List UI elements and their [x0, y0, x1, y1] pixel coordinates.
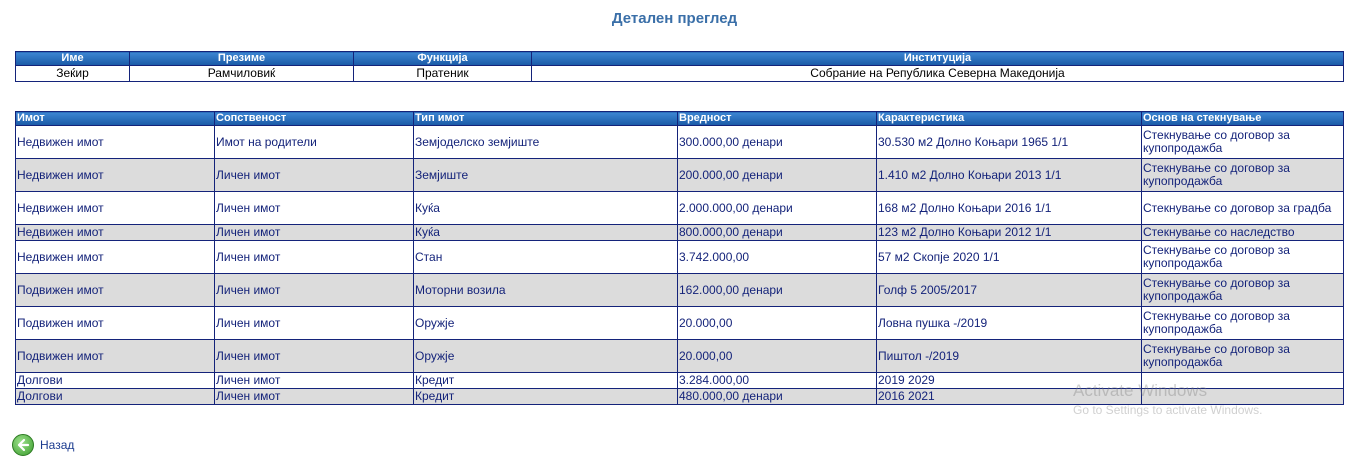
cell-asset-type: Кредит	[414, 389, 678, 405]
windows-activation-watermark	[1073, 381, 1262, 417]
cell-characteristic: 2019 2029	[877, 373, 1142, 389]
cell-characteristic: Голф 5 2005/2017	[877, 274, 1142, 307]
cell-characteristic: Пиштол -/2019	[877, 340, 1142, 373]
cell-ownership: Личен имот	[215, 274, 414, 307]
person-row	[16, 66, 1344, 82]
cell-asset: Недвижен имот	[16, 159, 215, 192]
cell-asset: Долгови	[16, 389, 215, 405]
person-function: Пратеник	[354, 66, 532, 82]
cell-asset: Недвижен имот	[16, 126, 215, 159]
cell-ownership: Личен имот	[215, 373, 414, 389]
cell-ownership: Личен имот	[215, 241, 414, 274]
cell-value: 2.000.000,00 денари	[678, 192, 877, 225]
cell-value: 3.284.000,00	[678, 373, 877, 389]
cell-ownership: Личен имот	[215, 159, 414, 192]
cell-asset: Недвижен имот	[16, 225, 215, 241]
cell-asset: Недвижен имот	[16, 192, 215, 225]
cell-asset-type: Земјоделско земјиште	[414, 126, 678, 159]
cell-value: 300.000,00 денари	[678, 126, 877, 159]
cell-characteristic: 123 м2 Долно Коњари 2012 1/1	[877, 225, 1142, 241]
cell-asset-type: Моторни возила	[414, 274, 678, 307]
cell-asset: Долгови	[16, 373, 215, 389]
cell-value: 3.742.000,00	[678, 241, 877, 274]
page-title: Детален преглед	[611, 10, 738, 27]
column-header-function: Функција	[354, 52, 532, 66]
back-arrow-icon[interactable]	[12, 434, 34, 456]
cell-value: 800.000,00 денари	[678, 225, 877, 241]
cell-characteristic: Ловна пушка -/2019	[877, 307, 1142, 340]
column-header-asset: Имот	[16, 112, 215, 126]
table-row	[16, 159, 1344, 192]
column-header-name: Име	[16, 52, 130, 66]
cell-acquisition-basis: Стекнување со договор за купопродажба	[1142, 274, 1344, 307]
column-header-acquisition-basis: Основ на стекнување	[1142, 112, 1344, 126]
back-link[interactable]	[12, 434, 74, 456]
asset-header-row	[16, 112, 1344, 126]
cell-asset: Подвижен имот	[16, 274, 215, 307]
asset-table	[15, 111, 1344, 405]
table-row	[16, 225, 1344, 241]
cell-asset-type: Куќа	[414, 192, 678, 225]
cell-acquisition-basis: Стекнување со наследство	[1142, 225, 1344, 241]
cell-ownership: Личен имот	[215, 340, 414, 373]
cell-value: 20.000,00	[678, 307, 877, 340]
column-header-institution: Институција	[532, 52, 1344, 66]
cell-acquisition-basis: Стекнување со договор за градба	[1142, 192, 1344, 225]
person-header-row	[16, 52, 1344, 66]
cell-asset-type: Стан	[414, 241, 678, 274]
cell-characteristic: 2016 2021	[877, 389, 1142, 405]
cell-asset-type: Кредит	[414, 373, 678, 389]
cell-ownership: Личен имот	[215, 307, 414, 340]
watermark-subtitle: Go to Settings to activate Windows.	[1073, 403, 1263, 417]
column-header-surname: Презиме	[130, 52, 354, 66]
table-row	[16, 126, 1344, 159]
table-row	[16, 274, 1344, 307]
person-name: Зеќир	[16, 66, 130, 82]
cell-asset: Недвижен имот	[16, 241, 215, 274]
column-header-asset-type: Тип имот	[414, 112, 678, 126]
cell-characteristic: 1.410 м2 Долно Коњари 2013 1/1	[877, 159, 1142, 192]
cell-acquisition-basis: Стекнување со договор за купопродажба	[1142, 241, 1344, 274]
cell-ownership: Личен имот	[215, 389, 414, 405]
cell-acquisition-basis: Стекнување со договор за купопродажба	[1142, 340, 1344, 373]
cell-characteristic: 57 м2 Скопје 2020 1/1	[877, 241, 1142, 274]
table-row	[16, 241, 1344, 274]
cell-value: 480.000,00 денари	[678, 389, 877, 405]
cell-value: 200.000,00 денари	[678, 159, 877, 192]
table-row	[16, 307, 1344, 340]
cell-ownership: Личен имот	[215, 225, 414, 241]
cell-asset: Подвижен имот	[16, 307, 215, 340]
table-row	[16, 192, 1344, 225]
cell-asset-type: Оружје	[414, 340, 678, 373]
cell-characteristic: 30.530 м2 Долно Коњари 1965 1/1	[877, 126, 1142, 159]
cell-asset-type: Земјиште	[414, 159, 678, 192]
person-surname: Рамчиловиќ	[130, 66, 354, 82]
cell-asset: Подвижен имот	[16, 340, 215, 373]
cell-characteristic: 168 м2 Долно Коњари 2016 1/1	[877, 192, 1142, 225]
back-link-label[interactable]: Назад	[40, 438, 75, 452]
cell-value: 20.000,00	[678, 340, 877, 373]
column-header-ownership: Сопственост	[215, 112, 414, 126]
column-header-characteristic: Карактеристика	[877, 112, 1142, 126]
cell-asset-type: Оружје	[414, 307, 678, 340]
person-table	[15, 51, 1344, 82]
cell-asset-type: Куќа	[414, 225, 678, 241]
cell-acquisition-basis: Стекнување со договор за купопродажба	[1142, 159, 1344, 192]
column-header-value: Вредност	[678, 112, 877, 126]
cell-acquisition-basis: Стекнување со договор за купопродажба	[1142, 126, 1344, 159]
person-institution: Собрание на Република Северна Македонија	[532, 66, 1344, 82]
watermark-title: Activate Windows	[1073, 381, 1208, 400]
cell-value: 162.000,00 денари	[678, 274, 877, 307]
cell-ownership: Имот на родители	[215, 126, 414, 159]
cell-ownership: Личен имот	[215, 192, 414, 225]
cell-acquisition-basis: Стекнување со договор за купопродажба	[1142, 307, 1344, 340]
table-row	[16, 340, 1344, 373]
